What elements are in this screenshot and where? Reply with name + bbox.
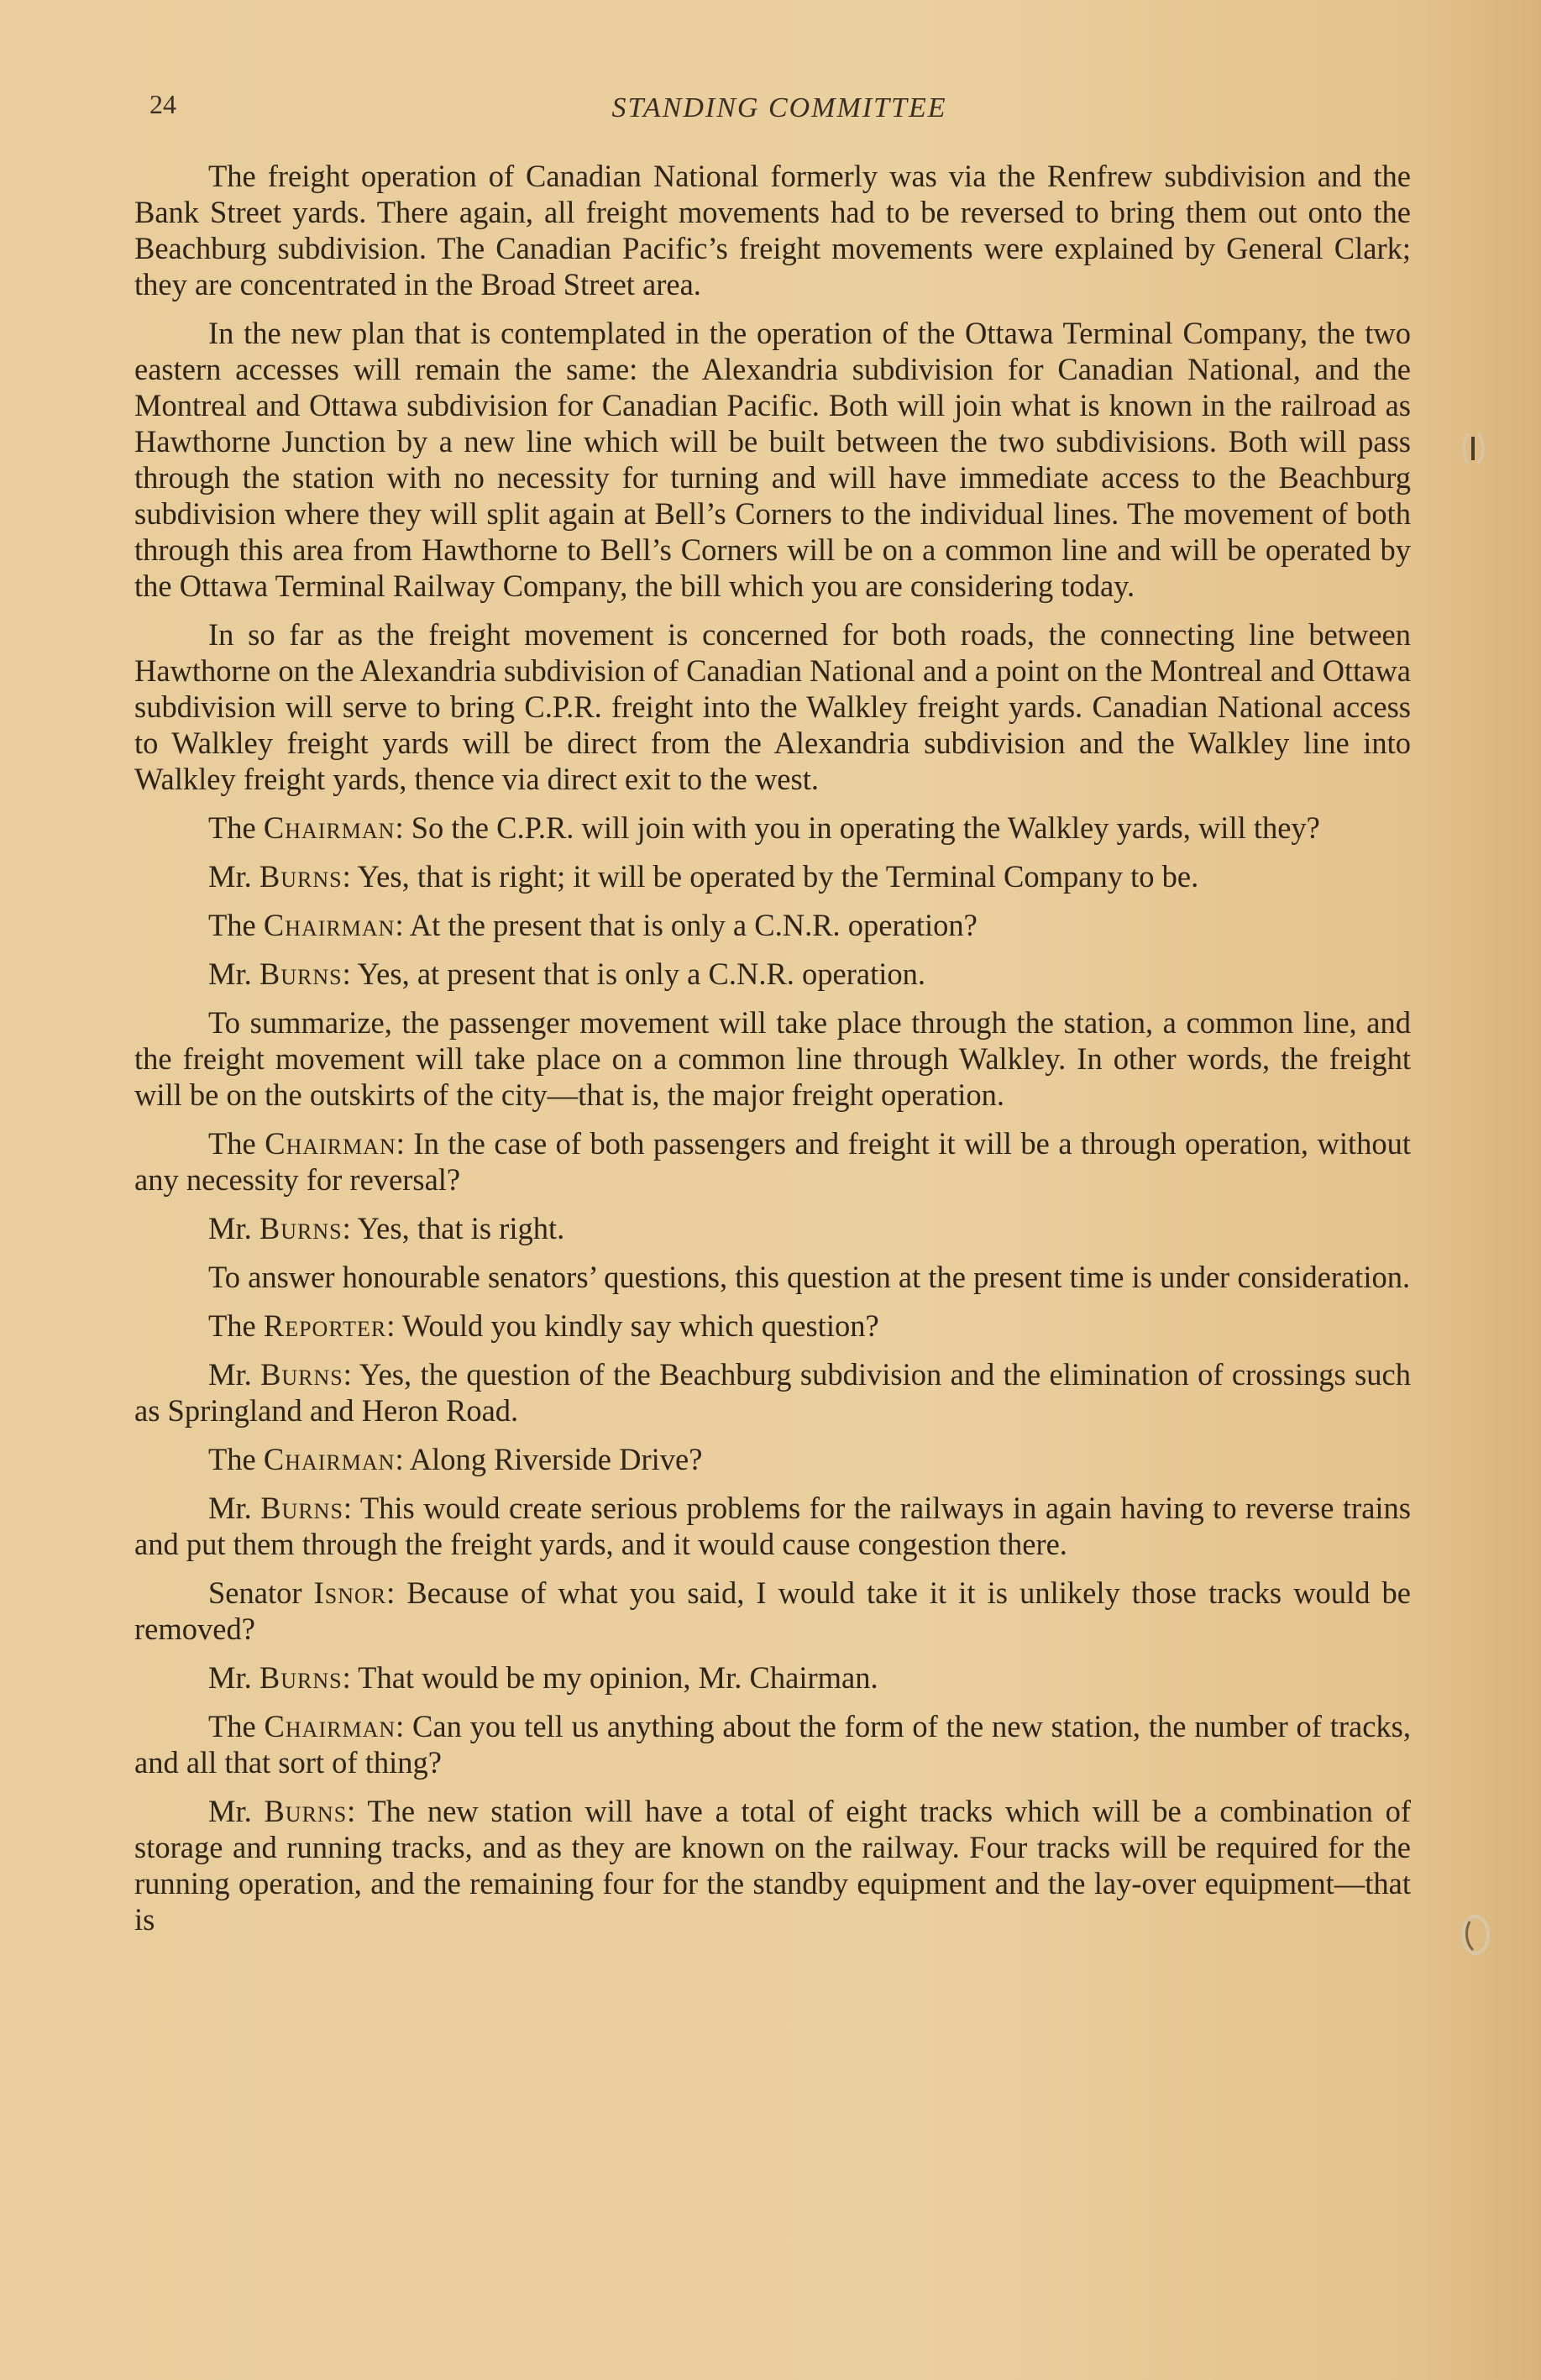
paragraph-text: : At the present that is only a C.N.R. operation? xyxy=(395,908,978,942)
speaker-name: Burns xyxy=(260,1357,343,1392)
speaker-title: Mr. xyxy=(208,1491,261,1525)
paragraph-text: To summarize, the passenger movement will take place through the station, a common line, and the freight movement will take place on a common line through Walkley. In other words, the freight will be on the outskirts of the city—that is, the major freight operation. xyxy=(134,1005,1411,1112)
dialogue-paragraph xyxy=(134,858,1411,894)
dialogue-paragraph xyxy=(134,1210,1411,1246)
dialogue-paragraph xyxy=(134,810,1411,846)
paragraph-text: : Can you tell us anything about the form of the new station, the number of tracks, and all that sort of thing? xyxy=(134,1709,1412,1780)
speaker-title: The xyxy=(208,908,264,942)
paragraph-text: In the new plan that is contemplated in the operation of the Ottawa Terminal Company, the two eastern accesses will remain the same: the Alexandria subdivision for Canadian National, and the Montreal and Ottawa subdivision for Canadian Pacific. Both will join what is known in the railroad as Hawthorne Junction by a new line which will be built between the two subdivisions. Both will pass through the station with no necessity for turning and will have immediate access to the Beachburg subdivision where they will split again at Bell’s Corners to the individual lines. The movement of both through this area from Hawthorne to Bell’s Corners will be on a common line and will be operated by the Ottawa Terminal Railway Company, the bill which you are considering today. xyxy=(134,316,1411,603)
dialogue-paragraph xyxy=(134,1308,1411,1344)
paragraph-text: : Yes, at present that is only a C.N.R. operation. xyxy=(342,957,926,991)
speaker-title: The xyxy=(208,1126,265,1161)
paragraph-text: : In the case of both passengers and freight it will be a through operation, without any necessity for reversal? xyxy=(134,1126,1411,1197)
paragraph-text: : Because of what you said, I would take it it is unlikely those tracks would be removed? xyxy=(134,1575,1411,1646)
dialogue-paragraph xyxy=(134,1708,1411,1780)
speaker-name: Chairman xyxy=(263,1442,396,1476)
paragraph-text: : Yes, that is right. xyxy=(342,1211,565,1245)
paragraph xyxy=(134,1004,1411,1113)
paragraph-text: : Yes, the question of the Beachburg subdivision and the elimination of crossings such as Springland and Heron Road. xyxy=(134,1357,1411,1428)
speaker-name: Burns xyxy=(259,859,343,894)
margin-mark-icon xyxy=(1460,430,1488,467)
document-body xyxy=(134,158,1411,1950)
speaker-name: Chairman xyxy=(265,1126,396,1161)
speaker-title: Mr. xyxy=(208,1357,261,1392)
paragraph-text: : Would you kindly say which question? xyxy=(386,1308,879,1343)
speaker-name: Isnor xyxy=(313,1575,387,1610)
paragraph xyxy=(134,616,1411,797)
dialogue-paragraph xyxy=(134,907,1411,943)
paragraph-text: : The new station will have a total of eight tracks which will be a combination of storage and running tracks, and as they are known on the railway. Four tracks will be required for the running operation, and the remaining four for the standby equipment and the lay-over equipment—that is xyxy=(134,1794,1411,1937)
speaker-title: The xyxy=(208,1308,264,1343)
paragraph xyxy=(134,315,1411,604)
speaker-title: Mr. xyxy=(208,859,259,894)
dialogue-paragraph xyxy=(134,1125,1411,1198)
speaker-title: Mr. xyxy=(208,1211,259,1245)
dialogue-paragraph xyxy=(134,956,1411,992)
speaker-name: Chairman xyxy=(263,810,396,845)
speaker-title: Mr. xyxy=(208,1794,265,1828)
running-title: STANDING COMMITTEE xyxy=(611,92,947,123)
dialogue-paragraph xyxy=(134,1575,1411,1647)
paragraph xyxy=(134,158,1411,302)
paragraph-text: : Along Riverside Drive? xyxy=(395,1442,703,1476)
paragraph-text: : That would be my opinion, Mr. Chairman. xyxy=(342,1660,878,1695)
page-number: 24 xyxy=(149,89,176,119)
speaker-name: Chairman xyxy=(263,908,396,942)
page-header xyxy=(149,84,1409,134)
margin-mark-icon xyxy=(1458,1913,1493,1957)
speaker-title: Mr. xyxy=(208,1660,259,1695)
dialogue-paragraph xyxy=(134,1490,1411,1562)
paragraph-text: : This would create serious problems for the railways in again having to reverse trains and put them through the freight yards, and it would cause congestion there. xyxy=(134,1491,1411,1561)
speaker-title: Senator xyxy=(208,1575,314,1610)
speaker-name: Burns xyxy=(260,1491,343,1525)
speaker-name: Burns xyxy=(259,1211,343,1245)
dialogue-paragraph xyxy=(134,1793,1411,1937)
paragraph-text: : Yes, that is right; it will be operated by the Terminal Company to be. xyxy=(342,859,1199,894)
speaker-title: The xyxy=(208,1442,264,1476)
paragraph xyxy=(134,1259,1411,1295)
paragraph-text: To answer honourable senators’ questions, this question at the present time is under consideration. xyxy=(208,1260,1411,1294)
speaker-name: Chairman xyxy=(264,1709,396,1743)
speaker-title: The xyxy=(208,1709,265,1743)
speaker-name: Burns xyxy=(264,1794,348,1828)
speaker-name: Burns xyxy=(259,957,343,991)
paragraph-text: In so far as the freight movement is concerned for both roads, the connecting line between Hawthorne on the Alexandria subdivision of Canadian National and a point on the Montreal and Ottawa subdivision will serve to bring C.P.R. freight into the Walkley freight yards. Canadian National access to Walkley freight yards will be direct from the Alexandria subdivision and the Walkley line into Walkley freight yards, thence via direct exit to the west. xyxy=(134,617,1411,796)
dialogue-paragraph xyxy=(134,1659,1411,1696)
dialogue-paragraph xyxy=(134,1356,1411,1429)
speaker-name: Reporter xyxy=(263,1308,387,1343)
speaker-title: Mr. xyxy=(208,957,259,991)
paragraph-text: : So the C.P.R. will join with you in operating the Walkley yards, will they? xyxy=(395,810,1320,845)
paragraph-text: The freight operation of Canadian National formerly was via the Renfrew subdivision and the Bank Street yards. There again, all freight movements had to be reversed to bring them out onto the Beachburg subdivision. The Canadian Pacific’s freight movements were explained by General Clark; they are concentrated in the Broad Street area. xyxy=(134,159,1411,301)
speaker-name: Burns xyxy=(259,1660,343,1695)
dialogue-paragraph xyxy=(134,1441,1411,1477)
speaker-title: The xyxy=(208,810,264,845)
